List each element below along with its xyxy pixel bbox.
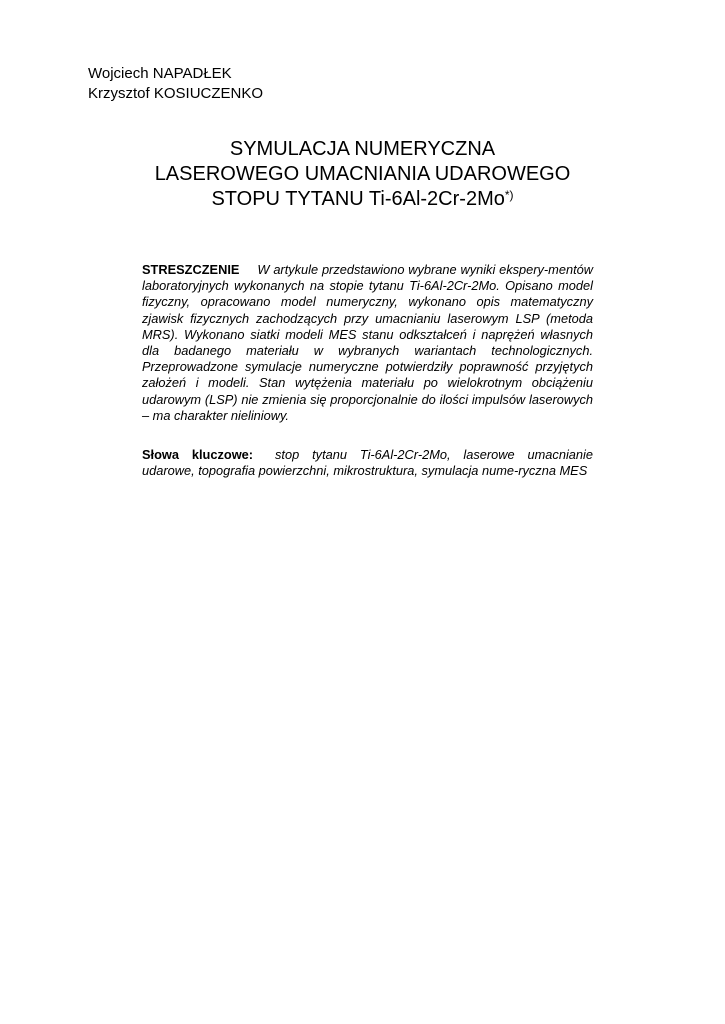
- keywords: [142, 447, 593, 479]
- author-name: Krzysztof KOSIUCZENKO: [88, 85, 264, 102]
- title-line-text: STOPU TYTANU Ti-6Al-2Cr-2Mo: [211, 188, 505, 210]
- abstract-paragraph: [142, 262, 593, 424]
- abstract: [142, 262, 593, 424]
- title-line: SYMULACJA NUMERYCZNA: [229, 138, 496, 160]
- keywords-label: Słowa kluczowe:: [142, 447, 254, 462]
- author-name: Wojciech NAPADŁEK: [88, 65, 232, 82]
- keywords-text: stop tytanu Ti-6Al-2Cr-2Mo, laserowe umacnianie udarowe, topografia powierzchni, mikrostruktura, symulacja nume-ryczna MES: [142, 447, 593, 479]
- footnote-mark: *): [504, 188, 514, 202]
- author-list: [88, 64, 263, 104]
- paper-title: [90, 137, 635, 212]
- abstract-text: W artykule przedstawiono wybrane wyniki ekspery-mentów laboratoryjnych wykonanych na stopie tytanu Ti-6Al-2Cr-2Mo. Opisano model fizyczny, opracowano model numeryczny, wykonano opis matematyczny zjawisk fizycznych zachodzących przy umacnianiu laserowym LSP (metoda MRS). Wykonano siatki modeli MES stanu odkształceń i naprężeń własnych dla badanego materiału w wybranych wariantach technologicznych. Przeprowadzone symulacje numeryczne potwierdziły poprawność przyjętych założeń i modeli. Stan wytężenia materiału po wielokrotnym obciążeniu udarowym (LSP) nie zmienia się proporcjonalnie do ilości impulsów laserowych – ma charakter nieliniowy.: [142, 262, 593, 423]
- title-line: LASEROWEGO UMACNIANIA UDAROWEGO: [154, 163, 571, 185]
- abstract-label: STRESZCZENIE: [142, 262, 240, 277]
- title-line: [90, 187, 635, 212]
